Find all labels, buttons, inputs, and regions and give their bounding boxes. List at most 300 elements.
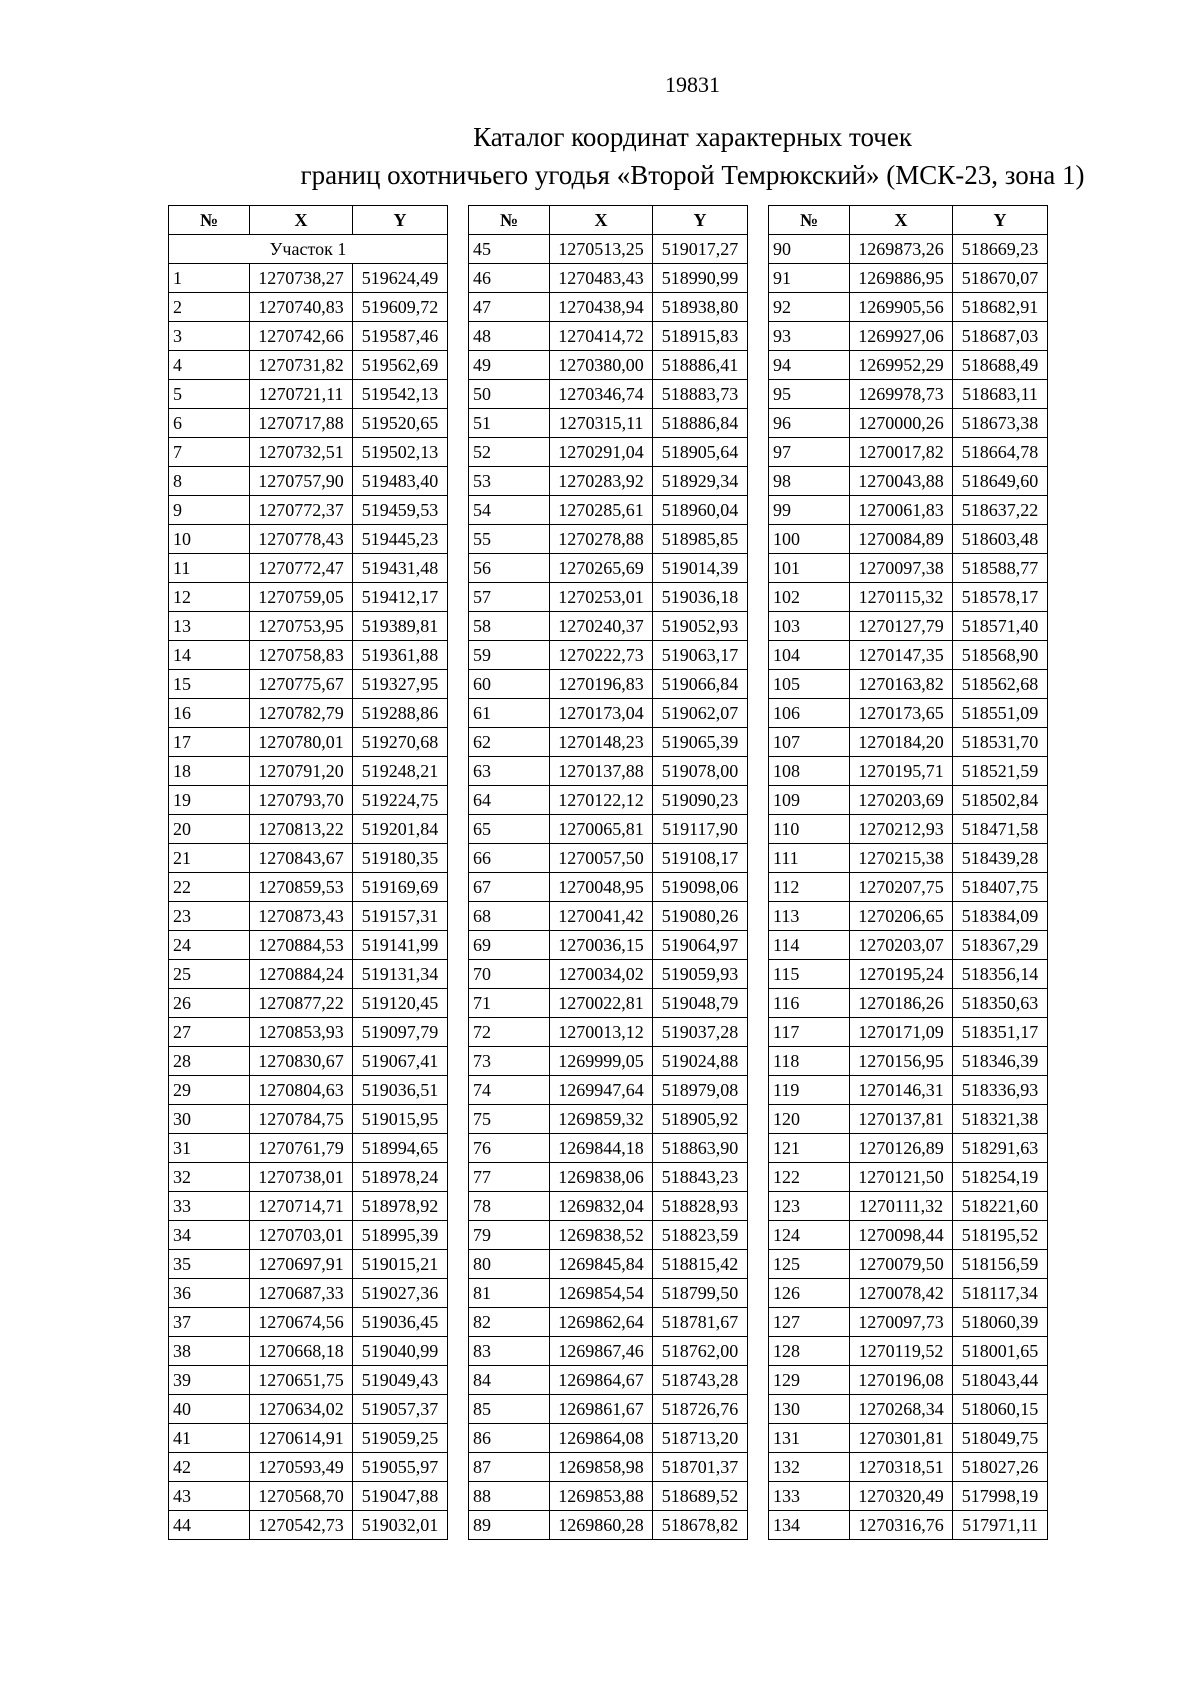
y-coordinate: 518978,92 — [353, 1192, 448, 1221]
x-coordinate: 1269838,06 — [550, 1163, 653, 1192]
table-row — [769, 438, 1048, 467]
y-coordinate: 518195,52 — [953, 1221, 1048, 1250]
table-row — [469, 1134, 748, 1163]
y-coordinate: 518350,63 — [953, 989, 1048, 1018]
table-row — [769, 380, 1048, 409]
y-coordinate: 518678,82 — [653, 1511, 748, 1540]
table-row — [169, 525, 448, 554]
point-number: 29 — [169, 1076, 250, 1105]
table-row — [169, 728, 448, 757]
point-number: 123 — [769, 1192, 850, 1221]
y-coordinate: 519062,07 — [653, 699, 748, 728]
table-row — [169, 1250, 448, 1279]
point-number: 10 — [169, 525, 250, 554]
table-row — [169, 1424, 448, 1453]
x-coordinate: 1270674,56 — [250, 1308, 353, 1337]
x-coordinate: 1270111,32 — [850, 1192, 953, 1221]
y-coordinate: 518562,68 — [953, 670, 1048, 699]
table-row — [169, 467, 448, 496]
x-coordinate: 1270568,70 — [250, 1482, 353, 1511]
table-row — [469, 1221, 748, 1250]
x-coordinate: 1270268,34 — [850, 1395, 953, 1424]
point-number: 48 — [469, 322, 550, 351]
y-coordinate: 518823,59 — [653, 1221, 748, 1250]
point-number: 34 — [169, 1221, 250, 1250]
y-coordinate: 518502,84 — [953, 786, 1048, 815]
point-number: 103 — [769, 612, 850, 641]
y-coordinate: 519201,84 — [353, 815, 448, 844]
table-row — [469, 1424, 748, 1453]
y-coordinate: 519131,34 — [353, 960, 448, 989]
table-row — [769, 1018, 1048, 1047]
x-coordinate: 1270163,82 — [850, 670, 953, 699]
point-number: 94 — [769, 351, 850, 380]
x-coordinate: 1270013,12 — [550, 1018, 653, 1047]
y-coordinate: 518049,75 — [953, 1424, 1048, 1453]
x-coordinate: 1270097,38 — [850, 554, 953, 583]
y-coordinate: 518603,48 — [953, 525, 1048, 554]
y-coordinate: 519059,93 — [653, 960, 748, 989]
y-coordinate: 518960,04 — [653, 496, 748, 525]
x-coordinate: 1270793,70 — [250, 786, 353, 815]
point-number: 91 — [769, 264, 850, 293]
y-coordinate: 518905,64 — [653, 438, 748, 467]
x-coordinate: 1270714,71 — [250, 1192, 353, 1221]
y-coordinate: 519064,97 — [653, 931, 748, 960]
point-number: 100 — [769, 525, 850, 554]
y-coordinate: 518551,09 — [953, 699, 1048, 728]
y-coordinate: 519027,36 — [353, 1279, 448, 1308]
x-coordinate: 1270146,31 — [850, 1076, 953, 1105]
point-number: 17 — [169, 728, 250, 757]
point-number: 93 — [769, 322, 850, 351]
x-coordinate: 1270884,53 — [250, 931, 353, 960]
y-coordinate: 518407,75 — [953, 873, 1048, 902]
section-label: Участок 1 — [169, 235, 448, 264]
x-coordinate: 1269860,28 — [550, 1511, 653, 1540]
table-row — [769, 1105, 1048, 1134]
point-number: 72 — [469, 1018, 550, 1047]
y-coordinate: 518689,52 — [653, 1482, 748, 1511]
x-coordinate: 1270780,01 — [250, 728, 353, 757]
table-row — [769, 931, 1048, 960]
table-row — [769, 264, 1048, 293]
point-number: 79 — [469, 1221, 550, 1250]
table-row — [769, 293, 1048, 322]
table-row — [169, 1279, 448, 1308]
y-coordinate: 518637,22 — [953, 496, 1048, 525]
y-coordinate: 518886,41 — [653, 351, 748, 380]
y-coordinate: 518521,59 — [953, 757, 1048, 786]
y-coordinate: 519169,69 — [353, 873, 448, 902]
table-row — [469, 1105, 748, 1134]
point-number: 54 — [469, 496, 550, 525]
y-coordinate: 518336,93 — [953, 1076, 1048, 1105]
x-coordinate: 1270017,82 — [850, 438, 953, 467]
point-number: 2 — [169, 293, 250, 322]
point-number: 56 — [469, 554, 550, 583]
point-number: 111 — [769, 844, 850, 873]
x-coordinate: 1269845,84 — [550, 1250, 653, 1279]
point-number: 31 — [169, 1134, 250, 1163]
point-number: 120 — [769, 1105, 850, 1134]
table-row — [169, 1047, 448, 1076]
y-coordinate: 519224,75 — [353, 786, 448, 815]
y-coordinate: 519157,31 — [353, 902, 448, 931]
y-coordinate: 518156,59 — [953, 1250, 1048, 1279]
point-number: 9 — [169, 496, 250, 525]
x-coordinate: 1269862,64 — [550, 1308, 653, 1337]
point-number: 126 — [769, 1279, 850, 1308]
table-row — [769, 235, 1048, 264]
y-coordinate: 519059,25 — [353, 1424, 448, 1453]
x-coordinate: 1270759,05 — [250, 583, 353, 612]
point-number: 92 — [769, 293, 850, 322]
x-coordinate: 1269873,26 — [850, 235, 953, 264]
y-coordinate: 519014,39 — [653, 554, 748, 583]
x-coordinate: 1270614,91 — [250, 1424, 353, 1453]
table-row — [469, 786, 748, 815]
point-number: 22 — [169, 873, 250, 902]
x-coordinate: 1270853,93 — [250, 1018, 353, 1047]
x-coordinate: 1270301,81 — [850, 1424, 953, 1453]
x-coordinate: 1270859,53 — [250, 873, 353, 902]
point-number: 36 — [169, 1279, 250, 1308]
table-row — [469, 873, 748, 902]
point-number: 74 — [469, 1076, 550, 1105]
y-coordinate: 519587,46 — [353, 322, 448, 351]
y-coordinate: 519098,06 — [653, 873, 748, 902]
table-row — [169, 873, 448, 902]
x-coordinate: 1269947,64 — [550, 1076, 653, 1105]
table-header-row — [169, 206, 448, 235]
x-coordinate: 1270078,42 — [850, 1279, 953, 1308]
table-row — [769, 844, 1048, 873]
x-coordinate: 1270753,95 — [250, 612, 353, 641]
y-coordinate: 519431,48 — [353, 554, 448, 583]
y-coordinate: 518568,90 — [953, 641, 1048, 670]
point-number: 68 — [469, 902, 550, 931]
point-number: 76 — [469, 1134, 550, 1163]
point-number: 23 — [169, 902, 250, 931]
point-number: 85 — [469, 1395, 550, 1424]
point-number: 33 — [169, 1192, 250, 1221]
point-number: 124 — [769, 1221, 850, 1250]
x-coordinate: 1269864,67 — [550, 1366, 653, 1395]
table-row — [469, 496, 748, 525]
y-coordinate: 519037,28 — [653, 1018, 748, 1047]
y-coordinate: 518291,63 — [953, 1134, 1048, 1163]
y-coordinate: 518743,28 — [653, 1366, 748, 1395]
table-row — [169, 699, 448, 728]
x-coordinate: 1270036,15 — [550, 931, 653, 960]
point-number: 71 — [469, 989, 550, 1018]
x-coordinate: 1269952,29 — [850, 351, 953, 380]
table-row — [769, 786, 1048, 815]
x-coordinate: 1270203,69 — [850, 786, 953, 815]
point-number: 134 — [769, 1511, 850, 1540]
table-row — [469, 351, 748, 380]
point-number: 127 — [769, 1308, 850, 1337]
x-coordinate: 1270513,25 — [550, 235, 653, 264]
y-coordinate: 519502,13 — [353, 438, 448, 467]
y-coordinate: 518990,99 — [653, 264, 748, 293]
x-coordinate: 1270316,76 — [850, 1511, 953, 1540]
point-number: 64 — [469, 786, 550, 815]
table-row — [469, 264, 748, 293]
x-coordinate: 1270697,91 — [250, 1250, 353, 1279]
x-coordinate: 1270542,73 — [250, 1511, 353, 1540]
y-coordinate: 518687,03 — [953, 322, 1048, 351]
x-coordinate: 1270127,79 — [850, 612, 953, 641]
table-row — [469, 1366, 748, 1395]
point-number: 60 — [469, 670, 550, 699]
y-coordinate: 518367,29 — [953, 931, 1048, 960]
table-row — [469, 525, 748, 554]
table-row — [469, 931, 748, 960]
x-coordinate: 1270115,32 — [850, 583, 953, 612]
table-row — [469, 757, 748, 786]
x-coordinate: 1270265,69 — [550, 554, 653, 583]
y-coordinate: 519097,79 — [353, 1018, 448, 1047]
point-number: 8 — [169, 467, 250, 496]
point-number: 40 — [169, 1395, 250, 1424]
y-coordinate: 518027,26 — [953, 1453, 1048, 1482]
table-row — [169, 496, 448, 525]
y-coordinate: 518321,38 — [953, 1105, 1048, 1134]
point-number: 32 — [169, 1163, 250, 1192]
table-row — [769, 902, 1048, 931]
point-number: 20 — [169, 815, 250, 844]
point-number: 106 — [769, 699, 850, 728]
point-number: 118 — [769, 1047, 850, 1076]
table-row — [769, 351, 1048, 380]
point-number: 128 — [769, 1337, 850, 1366]
y-coordinate: 518346,39 — [953, 1047, 1048, 1076]
x-coordinate: 1270804,63 — [250, 1076, 353, 1105]
table-row — [769, 728, 1048, 757]
table-row — [169, 1105, 448, 1134]
point-number: 81 — [469, 1279, 550, 1308]
x-coordinate: 1270291,04 — [550, 438, 653, 467]
table-row — [469, 815, 748, 844]
x-coordinate: 1270668,18 — [250, 1337, 353, 1366]
x-coordinate: 1270203,07 — [850, 931, 953, 960]
x-coordinate: 1270830,67 — [250, 1047, 353, 1076]
title-line-2: границ охотничьего угодья «Второй Темрюкский» (МСК-23, зона 1) — [300, 160, 1085, 190]
y-coordinate: 518683,11 — [953, 380, 1048, 409]
y-coordinate: 519049,43 — [353, 1366, 448, 1395]
x-coordinate: 1270315,11 — [550, 409, 653, 438]
y-coordinate: 519412,17 — [353, 583, 448, 612]
x-coordinate: 1270320,49 — [850, 1482, 953, 1511]
x-coordinate: 1270318,51 — [850, 1453, 953, 1482]
y-coordinate: 518994,65 — [353, 1134, 448, 1163]
coordinate-table-3 — [768, 205, 1048, 1540]
point-number: 66 — [469, 844, 550, 873]
point-number: 101 — [769, 554, 850, 583]
table-row — [769, 1424, 1048, 1453]
x-coordinate: 1270121,50 — [850, 1163, 953, 1192]
y-coordinate: 519180,35 — [353, 844, 448, 873]
y-coordinate: 518995,39 — [353, 1221, 448, 1250]
y-coordinate: 519063,17 — [653, 641, 748, 670]
x-coordinate: 1270483,43 — [550, 264, 653, 293]
table-row — [769, 1511, 1048, 1540]
x-coordinate: 1270195,71 — [850, 757, 953, 786]
y-coordinate: 517998,19 — [953, 1482, 1048, 1511]
table-row — [169, 1134, 448, 1163]
table-row — [769, 1395, 1048, 1424]
y-coordinate: 519036,18 — [653, 583, 748, 612]
y-coordinate: 519120,45 — [353, 989, 448, 1018]
y-coordinate: 518043,44 — [953, 1366, 1048, 1395]
point-number: 24 — [169, 931, 250, 960]
table-row — [769, 1076, 1048, 1105]
point-number: 129 — [769, 1366, 850, 1395]
table-row — [169, 960, 448, 989]
table-row — [769, 815, 1048, 844]
point-number: 46 — [469, 264, 550, 293]
y-coordinate: 518351,17 — [953, 1018, 1048, 1047]
x-coordinate: 1269864,08 — [550, 1424, 653, 1453]
table-row — [769, 873, 1048, 902]
x-coordinate: 1269886,95 — [850, 264, 953, 293]
table-row — [469, 1337, 748, 1366]
table-row — [769, 583, 1048, 612]
table-row — [469, 728, 748, 757]
point-number: 35 — [169, 1250, 250, 1279]
table-row — [769, 1308, 1048, 1337]
point-number: 82 — [469, 1308, 550, 1337]
table-row — [169, 1308, 448, 1337]
point-number: 107 — [769, 728, 850, 757]
x-coordinate: 1269832,04 — [550, 1192, 653, 1221]
x-coordinate: 1270772,47 — [250, 554, 353, 583]
y-coordinate: 518060,39 — [953, 1308, 1048, 1337]
point-number: 122 — [769, 1163, 850, 1192]
x-coordinate: 1269861,67 — [550, 1395, 653, 1424]
x-coordinate: 1270278,88 — [550, 525, 653, 554]
x-coordinate: 1270757,90 — [250, 467, 353, 496]
y-coordinate: 518726,76 — [653, 1395, 748, 1424]
y-coordinate: 518883,73 — [653, 380, 748, 409]
y-coordinate: 519562,69 — [353, 351, 448, 380]
x-coordinate: 1270156,95 — [850, 1047, 953, 1076]
x-coordinate: 1270195,24 — [850, 960, 953, 989]
y-coordinate: 518001,65 — [953, 1337, 1048, 1366]
y-coordinate: 519015,21 — [353, 1250, 448, 1279]
point-number: 28 — [169, 1047, 250, 1076]
y-coordinate: 518669,23 — [953, 235, 1048, 264]
x-coordinate: 1269999,05 — [550, 1047, 653, 1076]
x-coordinate: 1270173,04 — [550, 699, 653, 728]
table-row — [769, 1250, 1048, 1279]
y-coordinate: 519032,01 — [353, 1511, 448, 1540]
point-number: 65 — [469, 815, 550, 844]
table-row — [469, 1076, 748, 1105]
point-number: 110 — [769, 815, 850, 844]
x-coordinate: 1270813,22 — [250, 815, 353, 844]
table-row — [469, 1192, 748, 1221]
y-coordinate: 517971,11 — [953, 1511, 1048, 1540]
point-number: 89 — [469, 1511, 550, 1540]
x-coordinate: 1270782,79 — [250, 699, 353, 728]
point-number: 58 — [469, 612, 550, 641]
y-coordinate: 518843,23 — [653, 1163, 748, 1192]
point-number: 41 — [169, 1424, 250, 1453]
coordinate-table-2 — [468, 205, 748, 1540]
header-x: X — [250, 206, 353, 235]
x-coordinate: 1270285,61 — [550, 496, 653, 525]
table-row — [469, 989, 748, 1018]
table-row — [169, 1395, 448, 1424]
y-coordinate: 519047,88 — [353, 1482, 448, 1511]
y-coordinate: 519057,37 — [353, 1395, 448, 1424]
x-coordinate: 1270721,11 — [250, 380, 353, 409]
point-number: 5 — [169, 380, 250, 409]
x-coordinate: 1269853,88 — [550, 1482, 653, 1511]
table-row — [769, 1279, 1048, 1308]
y-coordinate: 519361,88 — [353, 641, 448, 670]
y-coordinate: 518713,20 — [653, 1424, 748, 1453]
x-coordinate: 1270703,01 — [250, 1221, 353, 1250]
x-coordinate: 1270717,88 — [250, 409, 353, 438]
table-1-body — [169, 235, 448, 1540]
x-coordinate: 1270186,26 — [850, 989, 953, 1018]
y-coordinate: 518254,19 — [953, 1163, 1048, 1192]
point-number: 84 — [469, 1366, 550, 1395]
x-coordinate: 1270634,02 — [250, 1395, 353, 1424]
y-coordinate: 519017,27 — [653, 235, 748, 264]
x-coordinate: 1269905,56 — [850, 293, 953, 322]
table-row — [169, 1163, 448, 1192]
table-row — [769, 670, 1048, 699]
y-coordinate: 519024,88 — [653, 1047, 748, 1076]
x-coordinate: 1270126,89 — [850, 1134, 953, 1163]
point-number: 104 — [769, 641, 850, 670]
coordinate-tables — [168, 205, 1048, 1540]
y-coordinate: 519036,51 — [353, 1076, 448, 1105]
point-number: 69 — [469, 931, 550, 960]
x-coordinate: 1270775,67 — [250, 670, 353, 699]
point-number: 102 — [769, 583, 850, 612]
table-row — [769, 322, 1048, 351]
point-number: 98 — [769, 467, 850, 496]
table-row — [769, 612, 1048, 641]
x-coordinate: 1269854,54 — [550, 1279, 653, 1308]
point-number: 70 — [469, 960, 550, 989]
table-row — [769, 699, 1048, 728]
table-3-body — [769, 235, 1048, 1540]
point-number: 78 — [469, 1192, 550, 1221]
x-coordinate: 1270137,88 — [550, 757, 653, 786]
y-coordinate: 518471,58 — [953, 815, 1048, 844]
x-coordinate: 1270593,49 — [250, 1453, 353, 1482]
table-row — [169, 438, 448, 467]
y-coordinate: 519078,00 — [653, 757, 748, 786]
table-row — [769, 496, 1048, 525]
table-row — [469, 583, 748, 612]
point-number: 49 — [469, 351, 550, 380]
table-row — [469, 1395, 748, 1424]
table-row — [769, 1047, 1048, 1076]
y-coordinate: 518815,42 — [653, 1250, 748, 1279]
point-number: 18 — [169, 757, 250, 786]
x-coordinate: 1270778,43 — [250, 525, 353, 554]
point-number: 108 — [769, 757, 850, 786]
x-coordinate: 1269927,06 — [850, 322, 953, 351]
